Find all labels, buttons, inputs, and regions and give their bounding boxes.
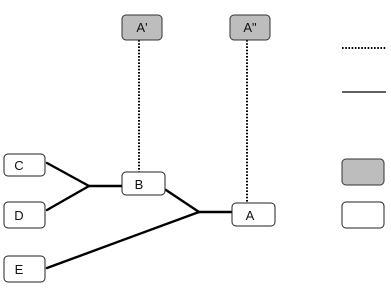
node-b bbox=[122, 172, 165, 195]
node-a-prime bbox=[122, 15, 162, 40]
node-a bbox=[232, 203, 275, 226]
node-c-label: C bbox=[14, 158, 24, 173]
legend bbox=[342, 48, 386, 228]
node-a-prime-label: A' bbox=[136, 20, 148, 35]
node-a-double-prime-label: A" bbox=[243, 20, 257, 35]
legend-white-box bbox=[342, 202, 384, 228]
edge-d-junction bbox=[47, 186, 89, 210]
node-d bbox=[4, 202, 45, 228]
legend-grey-box bbox=[342, 159, 384, 185]
node-e-label: E bbox=[14, 262, 24, 277]
node-d-label: D bbox=[14, 208, 24, 223]
edge-c-junction bbox=[47, 163, 89, 186]
edge-b-junction bbox=[166, 190, 199, 212]
node-b-label: B bbox=[134, 177, 144, 192]
node-a-label: A bbox=[245, 208, 255, 223]
node-a-double-prime bbox=[230, 15, 270, 40]
node-e bbox=[4, 256, 45, 282]
edge-e-junction bbox=[47, 212, 199, 268]
node-c bbox=[4, 154, 45, 176]
